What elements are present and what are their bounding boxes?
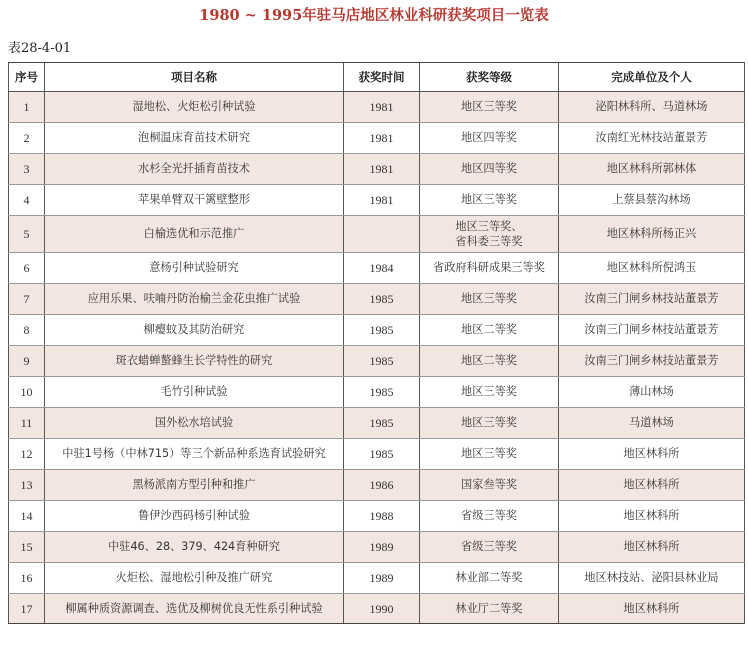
table-row — [9, 123, 745, 154]
row-level: 地区三等奖 — [420, 92, 559, 123]
row-level — [420, 216, 559, 253]
row-no: 1 — [9, 92, 45, 123]
row-year: 1989 — [344, 563, 420, 594]
row-year: 1988 — [344, 501, 420, 532]
row-unit: 地区林技站、泌阳县林业局 — [559, 563, 745, 594]
row-name: 水杉全光扦插育苗技术 — [45, 154, 344, 185]
row-unit: 地区林科所 — [559, 501, 745, 532]
row-unit: 汝南三门闸乡林技站董景芳 — [559, 284, 745, 315]
row-no: 16 — [9, 563, 45, 594]
row-unit: 汝南三门闸乡林技站董景芳 — [559, 346, 745, 377]
row-level: 省级三等奖 — [420, 501, 559, 532]
row-name: 白榆选优和示范推广 — [45, 216, 344, 253]
table-row — [9, 185, 745, 216]
row-unit: 泌阳林科所、马道林场 — [559, 92, 745, 123]
row-no: 3 — [9, 154, 45, 185]
row-name: 毛竹引种试验 — [45, 377, 344, 408]
table-row — [9, 253, 745, 284]
row-name: 黑杨派南方型引种和推广 — [45, 470, 344, 501]
row-unit: 薄山林场 — [559, 377, 745, 408]
row-unit: 上蔡县蔡沟林场 — [559, 185, 745, 216]
table-row — [9, 377, 745, 408]
awards-table-container — [8, 62, 744, 624]
row-unit: 地区林科所 — [559, 470, 745, 501]
row-year: 1985 — [344, 439, 420, 470]
table-row — [9, 501, 745, 532]
row-no: 12 — [9, 439, 45, 470]
row-name: 斑衣蜡蝉螯蜂生长学特性的研究 — [45, 346, 344, 377]
row-no: 13 — [9, 470, 45, 501]
header-unit: 完成单位及个人 — [559, 63, 745, 92]
row-year: 1981 — [344, 185, 420, 216]
row-no: 2 — [9, 123, 45, 154]
row-level: 地区三等奖 — [420, 408, 559, 439]
table-row — [9, 346, 745, 377]
row-name: 意杨引种试验研究 — [45, 253, 344, 284]
row-level-line1: 地区三等奖、 — [455, 220, 523, 233]
table-number: 表28-4-01 — [8, 41, 72, 56]
row-year: 1985 — [344, 315, 420, 346]
table-row — [9, 439, 745, 470]
table-row — [9, 563, 745, 594]
row-name: 中驻1号杨（中林715）等三个新品种系选育试验研究 — [45, 439, 344, 470]
table-row — [9, 408, 745, 439]
row-year: 1984 — [344, 253, 420, 284]
row-level: 国家叁等奖 — [420, 470, 559, 501]
row-name: 湿地松、火炬松引种试验 — [45, 92, 344, 123]
row-name: 鲁伊沙西码杨引种试验 — [45, 501, 344, 532]
header-name: 项目名称 — [45, 63, 344, 92]
row-unit: 地区林科所郭林体 — [559, 154, 745, 185]
row-year: 1989 — [344, 532, 420, 563]
row-year: 1985 — [344, 408, 420, 439]
header-no: 序号 — [9, 63, 45, 92]
row-name: 国外松水培试验 — [45, 408, 344, 439]
row-level-line2: 省科委三等奖 — [455, 235, 523, 248]
row-no: 6 — [9, 253, 45, 284]
row-level: 省政府科研成果三等奖 — [420, 253, 559, 284]
row-unit: 汝南三门闸乡林技站董景芳 — [559, 315, 745, 346]
table-header-row — [9, 63, 745, 92]
row-level: 林业厅二等奖 — [420, 594, 559, 624]
row-unit: 地区林科所 — [559, 594, 745, 624]
table-row — [9, 315, 745, 346]
table-row — [9, 154, 745, 185]
row-level: 地区三等奖 — [420, 284, 559, 315]
page-title: 1980 ~ 1995年驻马店地区林业科研获奖项目一览表 — [199, 7, 549, 24]
row-year: 1981 — [344, 92, 420, 123]
row-level: 地区三等奖 — [420, 185, 559, 216]
header-level: 获奖等级 — [420, 63, 559, 92]
row-level: 林业部二等奖 — [420, 563, 559, 594]
table-row — [9, 470, 745, 501]
row-level: 省级三等奖 — [420, 532, 559, 563]
row-year: 1981 — [344, 154, 420, 185]
row-level: 地区三等奖 — [420, 377, 559, 408]
row-year: 1985 — [344, 284, 420, 315]
row-unit: 马道林场 — [559, 408, 745, 439]
row-name: 苹果单臂双干篱壁整形 — [45, 185, 344, 216]
row-year: 1985 — [344, 346, 420, 377]
row-level: 地区二等奖 — [420, 315, 559, 346]
awards-table — [8, 62, 745, 624]
row-unit: 地区林科所 — [559, 532, 745, 563]
table-row — [9, 594, 745, 624]
row-year: 1986 — [344, 470, 420, 501]
row-name: 柳瘿蚊及其防治研究 — [45, 315, 344, 346]
row-no: 15 — [9, 532, 45, 563]
row-no: 17 — [9, 594, 45, 624]
table-row — [9, 532, 745, 563]
row-no: 5 — [9, 216, 45, 253]
row-unit: 地区林科所倪鸿玉 — [559, 253, 745, 284]
row-year: 1981 — [344, 123, 420, 154]
row-no: 4 — [9, 185, 45, 216]
row-no: 14 — [9, 501, 45, 532]
row-level: 地区四等奖 — [420, 154, 559, 185]
row-name: 泡桐温床育苗技术研究 — [45, 123, 344, 154]
header-year: 获奖时间 — [344, 63, 420, 92]
row-level: 地区二等奖 — [420, 346, 559, 377]
row-year — [344, 216, 420, 253]
row-no: 10 — [9, 377, 45, 408]
row-no: 7 — [9, 284, 45, 315]
row-unit: 地区林科所杨正兴 — [559, 216, 745, 253]
row-no: 11 — [9, 408, 45, 439]
row-year: 1985 — [344, 377, 420, 408]
table-row — [9, 92, 745, 123]
table-row — [9, 216, 745, 253]
table-row — [9, 284, 745, 315]
row-name: 火炬松、湿地松引种及推广研究 — [45, 563, 344, 594]
row-name: 柳属种质资源调查、选优及柳树优良无性系引种试验 — [45, 594, 344, 624]
row-name: 应用乐果、呋喃丹防治榆兰金花虫推广试验 — [45, 284, 344, 315]
row-no: 8 — [9, 315, 45, 346]
row-no: 9 — [9, 346, 45, 377]
row-year: 1990 — [344, 594, 420, 624]
row-level: 地区三等奖 — [420, 439, 559, 470]
row-unit: 汝南红光林技站董景芳 — [559, 123, 745, 154]
row-name: 中驻46、28、379、424育种研究 — [45, 532, 344, 563]
row-level: 地区四等奖 — [420, 123, 559, 154]
row-unit: 地区林科所 — [559, 439, 745, 470]
